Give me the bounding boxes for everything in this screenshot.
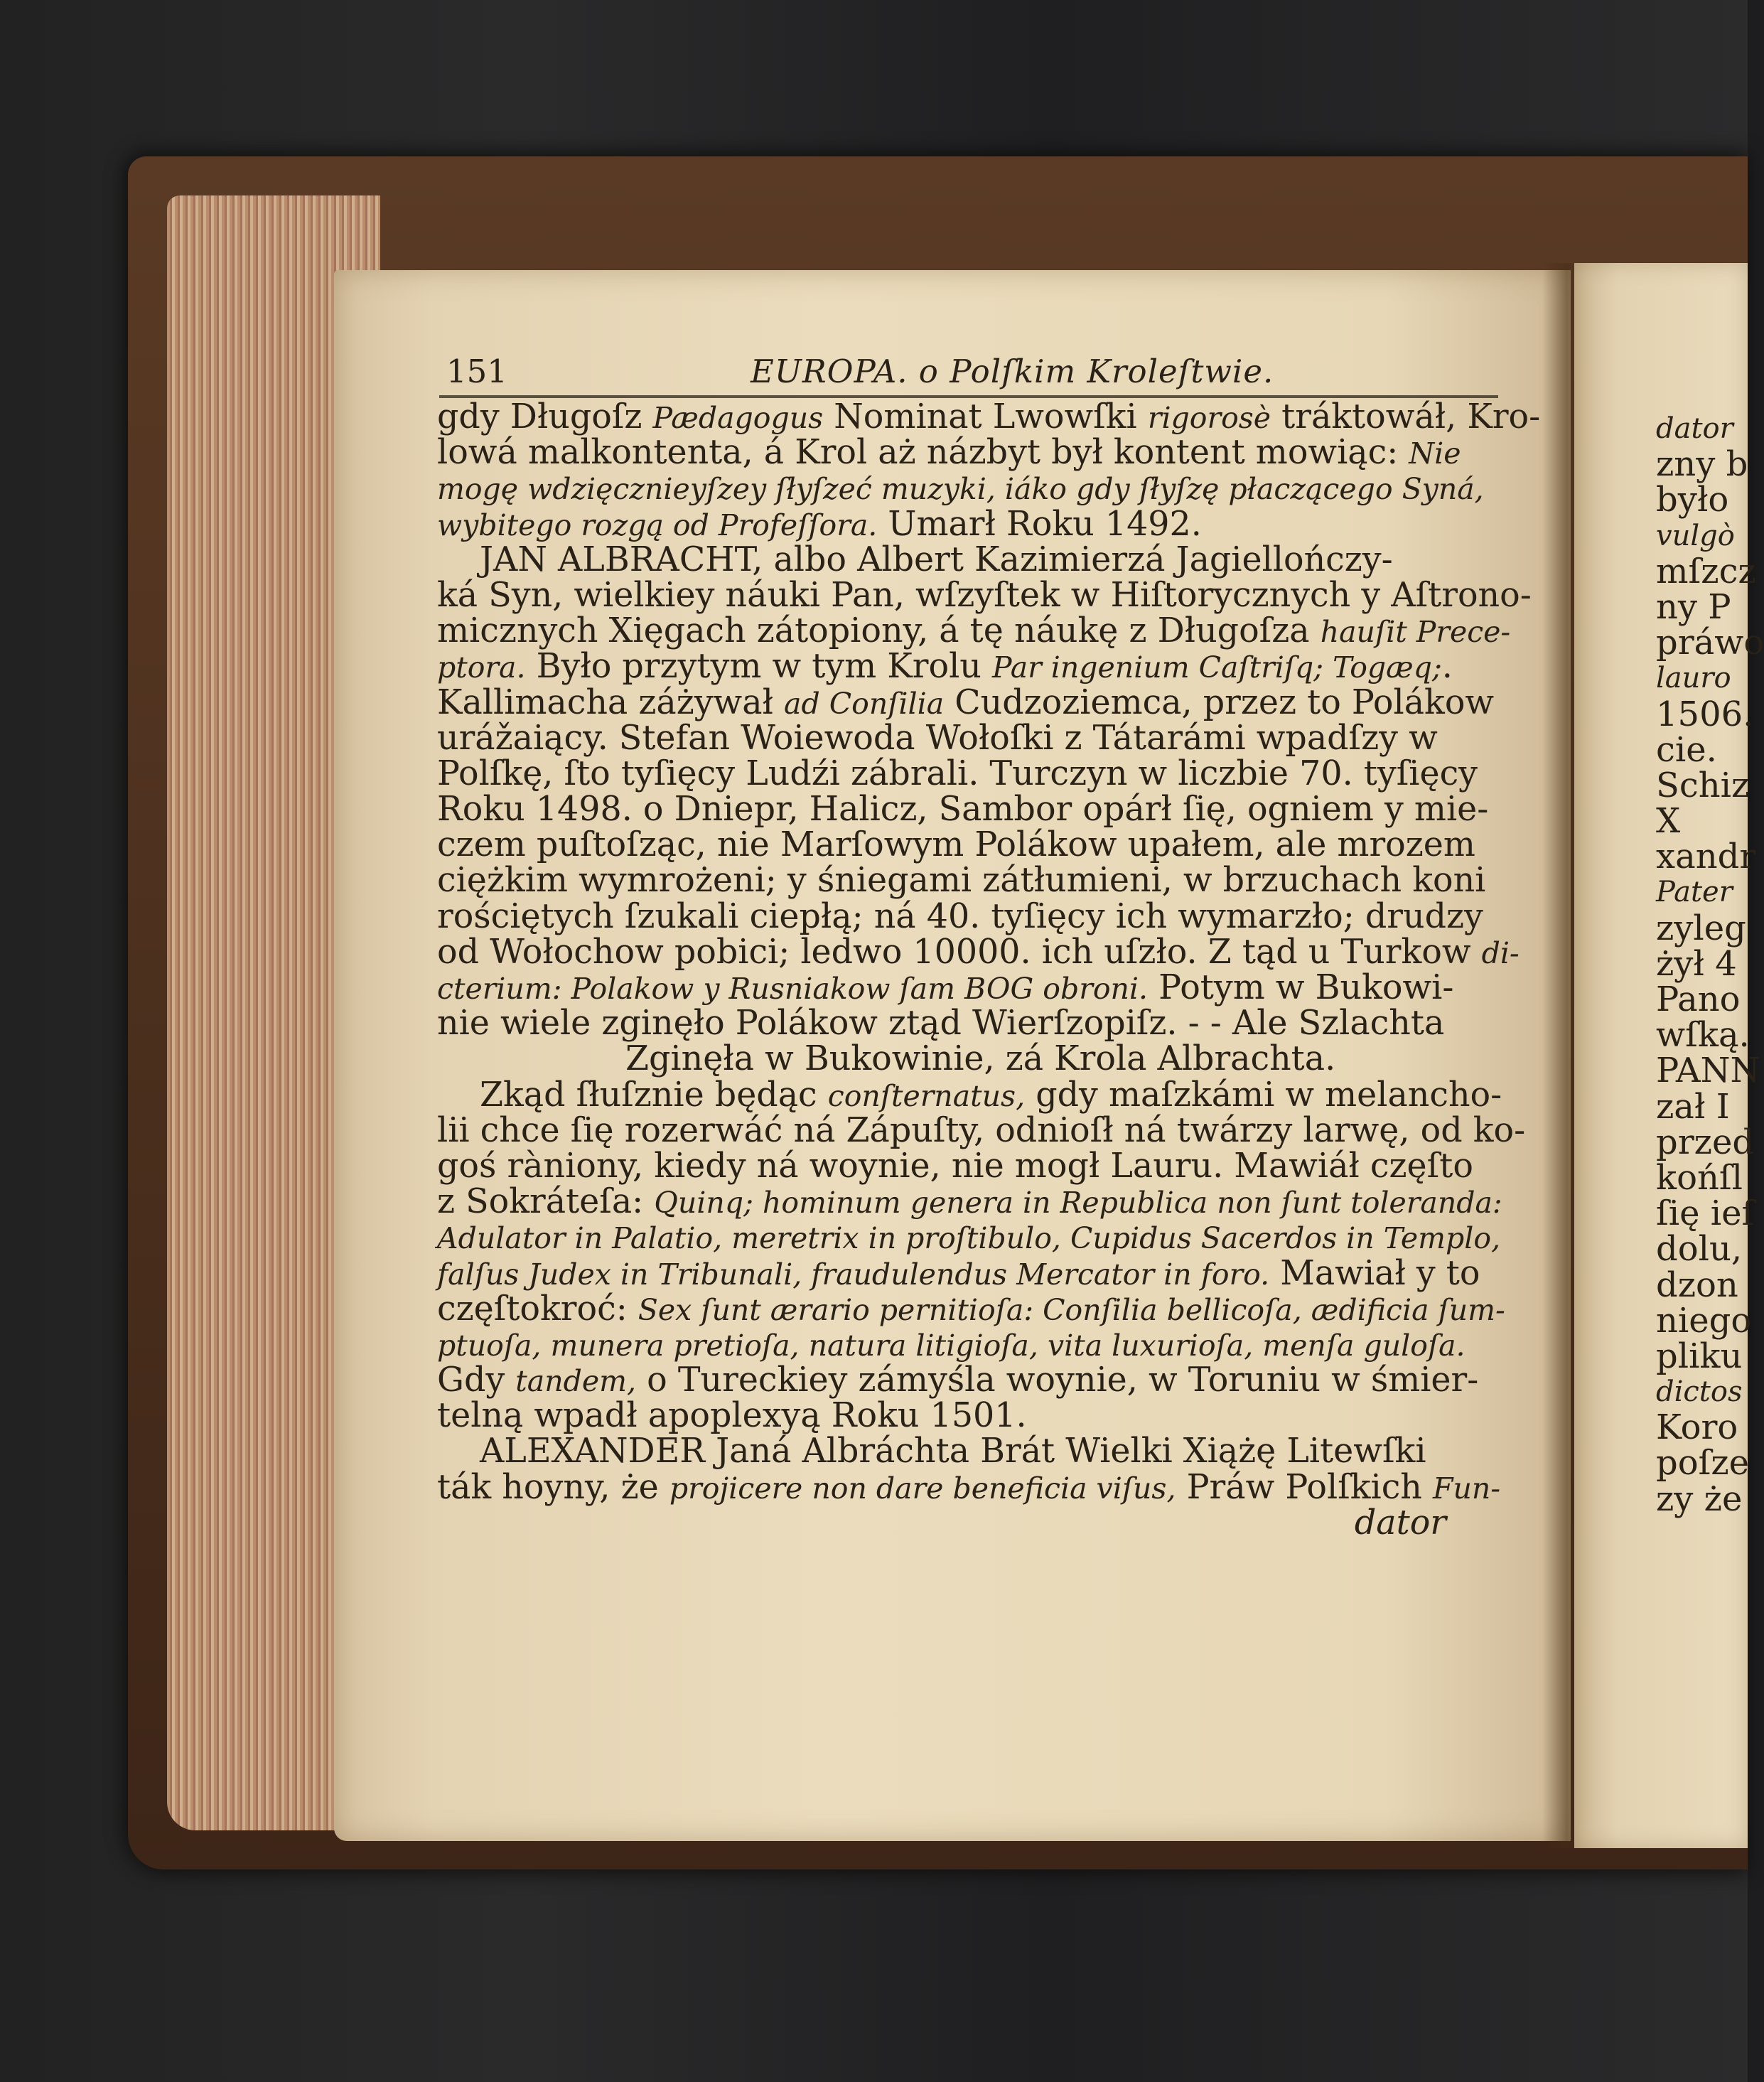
right-page-line: niego — [1656, 1300, 1752, 1341]
text-span: Gdy — [437, 1361, 516, 1400]
text-span: . — [1441, 647, 1453, 687]
right-page-line: PANN — [1656, 1051, 1760, 1091]
italic-text: Sex ſunt ærario pernitioſa: Conſilia bellicoſa, ædificia ſum- — [638, 1292, 1505, 1327]
text-line — [437, 435, 1503, 471]
italic-text: tandem, — [515, 1364, 637, 1399]
right-page-line: zyleg — [1656, 908, 1746, 948]
text-span: czem puſtoſząc, nie Marſowym Polákow upałem, ale mrozem — [437, 825, 1475, 865]
text-span: o Tureckiey zámyśla woynie, w Toruniu w śmier- — [636, 1361, 1479, 1400]
text-line — [437, 1253, 1503, 1293]
right-page-line: żył 4 — [1656, 943, 1737, 984]
right-page-line: Schiz — [1656, 765, 1750, 805]
page-header — [446, 353, 1491, 395]
italic-text: mogę wdzięcznieyſzey ſłyſzeć muzyki, iáko gdy ſłyſzę płaczącego Syná, — [437, 472, 1484, 507]
right-page-line: wſką. — [1656, 1015, 1750, 1056]
italic-text: wybitego rozgą od Profeſſora. — [437, 508, 878, 542]
text-span: ták hoyny, że — [437, 1467, 669, 1507]
italic-text: cterium: Polakow y Rusniakow ſam BOG obroni. — [437, 972, 1149, 1006]
right-page-line: lauro — [1656, 662, 1731, 695]
running-title: EUROPA. o Polſkim Kroleſtwie. — [751, 353, 1274, 390]
text-line — [437, 575, 1532, 615]
text-line — [437, 611, 1511, 651]
italic-text: Pædagogus — [652, 401, 824, 435]
right-page-line: było — [1656, 480, 1729, 520]
right-page-line: Koro — [1656, 1407, 1738, 1448]
right-page-line: końſl — [1656, 1157, 1743, 1198]
text-span: ALEXANDER Janá Albráchta Brát Wielki Xiążę Litewſki — [480, 1432, 1426, 1471]
text-span: częſtokroć: — [437, 1289, 638, 1329]
text-span: Zkąd ſłuſznie będąc — [480, 1075, 828, 1115]
text-span: gdy Długoſz — [437, 397, 653, 436]
right-page-line: vulgò — [1656, 519, 1735, 552]
text-line — [437, 1398, 1503, 1434]
italic-text: Fun- — [1433, 1471, 1501, 1506]
text-span: Polſkę, ſto tyſięcy Ludźi zábrali. Turczyn w liczbie 70. tyſięcy — [437, 753, 1478, 793]
text-line — [437, 1075, 1503, 1115]
right-page-line: X — [1656, 801, 1681, 842]
text-span: rościętych ſzukali ciepłą; ná 40. tyſięcy ich wymarzło; drudzy — [437, 896, 1483, 936]
right-page-line: zny b — [1656, 444, 1748, 485]
text-line — [437, 1006, 1503, 1041]
text-span: goś ràniony, kiedy ná woynie, nie mogł Lauru. Mawiáł częſto — [437, 1146, 1473, 1186]
right-page-line: zy że — [1656, 1479, 1743, 1519]
right-page-line: cie. — [1656, 729, 1717, 770]
text-span: Nominat Lwowſki — [823, 397, 1148, 436]
text-line — [437, 896, 1503, 936]
text-line — [437, 471, 1503, 506]
italic-text: projicere non dare beneficia viſus, — [669, 1471, 1176, 1506]
italic-text: ptuoſa, munera pretioſa, natura litigioſa, vita luxurioſa, menſa guloſa. — [437, 1328, 1465, 1363]
text-line — [437, 1363, 1503, 1398]
italic-text: falſus Judex in Tribunali, fraudulendus Mercator in foro. — [437, 1257, 1270, 1292]
text-span: ciężkim wymrożeni; y śniegami zátłumieni, w brzuchach koni — [437, 861, 1486, 901]
italic-text: ad Conſilia — [784, 686, 945, 721]
text-line — [437, 1146, 1503, 1186]
italic-text: di- — [1481, 935, 1520, 970]
right-page-line: Pano — [1656, 980, 1741, 1019]
text-span: Zginęła w Bukowinie, zá Krola Albrachta. — [625, 1039, 1336, 1079]
text-span: Roku 1498. o Dniepr, Halicz, Sambor opárł ſię, ogniem y mie- — [437, 790, 1489, 830]
text-span: Cudzoziemca, przez to Polákow — [944, 682, 1495, 722]
right-page-line: 1506. — [1656, 694, 1754, 734]
text-line — [437, 1289, 1505, 1329]
right-page-line: xandr — [1656, 837, 1756, 877]
right-page-line: zał I — [1656, 1086, 1730, 1127]
text-span: Kallimacha záżywał — [437, 682, 785, 722]
text-line — [437, 861, 1503, 901]
text-span: Práw Polſkich — [1176, 1467, 1433, 1507]
text-span: Było przytym w tym Krolu — [525, 647, 992, 687]
text-span: JAN ALBRACHT, albo Albert Kazimierzá Jagiellończy- — [480, 540, 1393, 579]
text-span: lii chce ſię rozerwáć ná Zápuſty, odnioſł ná twárzy larwę, od ko- — [437, 1110, 1526, 1150]
text-line — [437, 932, 1520, 972]
text-span: telną wpadł apoplexyą Roku 1501. — [437, 1396, 1027, 1436]
text-line — [437, 1184, 1503, 1220]
italic-text: conſternatus, — [827, 1078, 1026, 1113]
text-span: z Sokráteſa: — [437, 1182, 655, 1222]
text-line — [437, 1220, 1503, 1255]
text-line — [437, 1327, 1503, 1363]
page-number: 151 — [446, 353, 507, 390]
text-span: nie wiele zginęło Polákow ztąd Wierſzopiſz. - - Ale Szlachta — [437, 1004, 1445, 1043]
text-span: Potym w Bukowi- — [1148, 968, 1454, 1007]
text-span: micznych Xięgach zátopiony, á tę náukę z Długoſza — [437, 611, 1321, 651]
text-line — [437, 1110, 1526, 1150]
right-page-line: mſzcz — [1656, 551, 1756, 591]
text-line — [437, 827, 1503, 863]
text-line — [437, 649, 1503, 685]
text-span: tráktowáł, Kro- — [1271, 397, 1541, 436]
italic-text: Quinq; hominum genera in Republica non ſunt toleranda: — [654, 1186, 1502, 1220]
right-page-line: Pater — [1656, 876, 1733, 909]
text-line — [437, 1434, 1503, 1469]
text-line — [437, 397, 1541, 436]
italic-text: rigorosè — [1147, 401, 1271, 435]
text-span: lowá malkontenta, á Krol aż názbyt był kontent mowiąc: — [437, 433, 1409, 473]
text-line — [437, 542, 1503, 578]
text-line — [437, 682, 1503, 722]
right-page-line: ny P — [1656, 586, 1731, 627]
text-line — [437, 1041, 1503, 1077]
text-span: od Wołochow pobici; ledwo 10000. ich uſzło. Z tąd u Turkow — [437, 932, 1482, 972]
italic-text: Nie — [1409, 436, 1461, 471]
right-page-line: dzon — [1656, 1265, 1738, 1305]
text-line — [437, 718, 1503, 758]
italic-text: hauſit Prece- — [1320, 615, 1511, 650]
right-page-line: dictos — [1656, 1375, 1743, 1409]
right-page-line: przed — [1656, 1122, 1755, 1162]
text-span: urážaiący. Stefan Woiewoda Wołoſki z Tátarámi wpadſzy w — [437, 718, 1438, 758]
text-line — [437, 970, 1503, 1006]
italic-text: ptora. — [437, 650, 526, 685]
right-page-line: dolu, — [1656, 1229, 1743, 1270]
right-page-line: pliku — [1656, 1336, 1743, 1376]
text-line — [437, 790, 1503, 830]
right-page-line: práwo — [1656, 623, 1764, 663]
text-span: Umarł Roku 1492. — [877, 504, 1202, 544]
italic-text: Par ingenium Caſtriſq; Togæq; — [991, 650, 1442, 685]
left-page-text — [437, 397, 1541, 1542]
text-span: ká Syn, wielkiey náuki Pan, wſzyſtek w Hiſtorycznych y Aſtrono- — [437, 575, 1532, 615]
text-line — [437, 504, 1503, 544]
text-span: gdy maſzkámi w melancho- — [1025, 1075, 1502, 1115]
text-line — [437, 753, 1503, 793]
right-page-line: ſię ieſ — [1656, 1193, 1755, 1234]
right-page-line: poſze — [1656, 1443, 1750, 1483]
text-line — [437, 1467, 1503, 1507]
catchword: dator — [1354, 1503, 1446, 1542]
right-page-line: dator — [1656, 412, 1733, 445]
text-span: Mawiał y to — [1269, 1253, 1480, 1293]
right-page-text — [1656, 411, 1764, 1519]
italic-text: Adulator in Palatio, meretrix in proſtibulo, Cupidus Sacerdos in Templo, — [437, 1221, 1501, 1256]
